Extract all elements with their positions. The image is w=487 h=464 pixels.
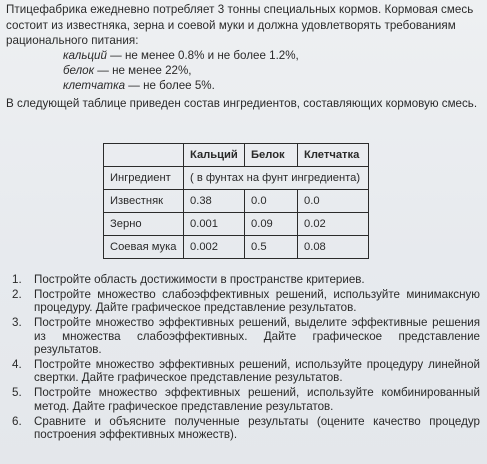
table-cell: 0.09 (245, 213, 298, 236)
requirement-condition: — не менее 22%, (94, 64, 192, 77)
requirement-fiber (63, 78, 299, 93)
task-item (6, 273, 480, 286)
table-cell: 0.002 (184, 236, 245, 259)
task-text: Сравните и объясните полученные результаты (оцените качество процедур построения эффективных множеств). (34, 414, 480, 441)
requirement-name: белок (63, 64, 95, 77)
task-number: 4. (12, 357, 22, 371)
ingredient-name: Известняк (104, 190, 184, 213)
task-list (6, 273, 480, 443)
header-cell-calcium: Кальций (184, 144, 245, 167)
task-item (6, 288, 480, 315)
table-cell: 0.02 (298, 213, 369, 236)
table-cell: 0.08 (298, 236, 369, 259)
task-text: Постройте множество эффективных решений, используйте комбинированный метод. Дайте графическое представление результатов. (34, 386, 480, 413)
table-cell: 0.0 (298, 190, 369, 213)
table-header-row (104, 144, 369, 167)
table-cell: 0.38 (184, 190, 245, 213)
requirement-name: клетчатка (63, 79, 126, 92)
table-row (104, 236, 369, 259)
header-cell-empty (104, 144, 184, 167)
task-item (6, 415, 480, 442)
table-cell: 0.5 (245, 236, 298, 259)
header-cell-protein: Белок (245, 144, 298, 167)
table-unit-row (104, 167, 369, 190)
task-number: 3. (12, 316, 22, 330)
unit-label-cell: Ингредиент (104, 167, 184, 190)
requirement-protein (63, 63, 299, 78)
task-item (6, 358, 480, 385)
task-number: 2. (12, 287, 22, 301)
ingredients-table (103, 143, 369, 259)
task-number: 6. (12, 414, 22, 428)
requirement-calcium (63, 48, 299, 63)
ingredient-name: Соевая мука (104, 236, 184, 259)
table-row (104, 213, 369, 236)
table-cell: 0.001 (184, 213, 245, 236)
intro-text: Птицефабрика ежедневно потребляет 3 тонны специальных кормов. Кормовая смесь состоит из известняка, зерна и соевой муки и должна удовлетворять требованиям рационального питания: (6, 3, 474, 47)
requirement-name: кальций (63, 49, 107, 62)
ingredient-name: Зерно (104, 213, 184, 236)
unit-note-cell: ( в фунтах на фунт ингредиента) (184, 167, 369, 190)
intro-paragraph (6, 2, 482, 49)
task-text: Постройте множество эффективных решений, используйте процедуру линейной свертки. Дайте графическое представление результатов. (34, 357, 480, 385)
requirement-condition: — не более 5%. (125, 79, 215, 92)
requirements-list (63, 48, 299, 93)
task-item (6, 386, 480, 413)
task-number: 1. (12, 273, 22, 286)
table-cell: 0.0 (245, 190, 298, 213)
task-item (6, 316, 480, 356)
task-number: 5. (12, 386, 22, 400)
requirement-condition: — не менее 0.8% и не более 1.2%, (106, 49, 299, 62)
task-text: Постройте множество эффективных решений, выделите эффективные решения из множества слабоэффективных. Дайте графическое представление результатов. (34, 316, 480, 357)
task-text: Постройте множество слабоэффективных решений, используйте минимаксную процедуру. Дайте графическое представление результатов. (34, 287, 480, 315)
task-text: Постройте область достижимости в пространстве критериев. (34, 273, 365, 286)
table-intro: В следующей таблице приведен состав ингредиентов, составляющих кормовую смесь. (6, 97, 478, 110)
header-cell-fiber: Клетчатка (298, 144, 369, 167)
table-row (104, 190, 369, 213)
